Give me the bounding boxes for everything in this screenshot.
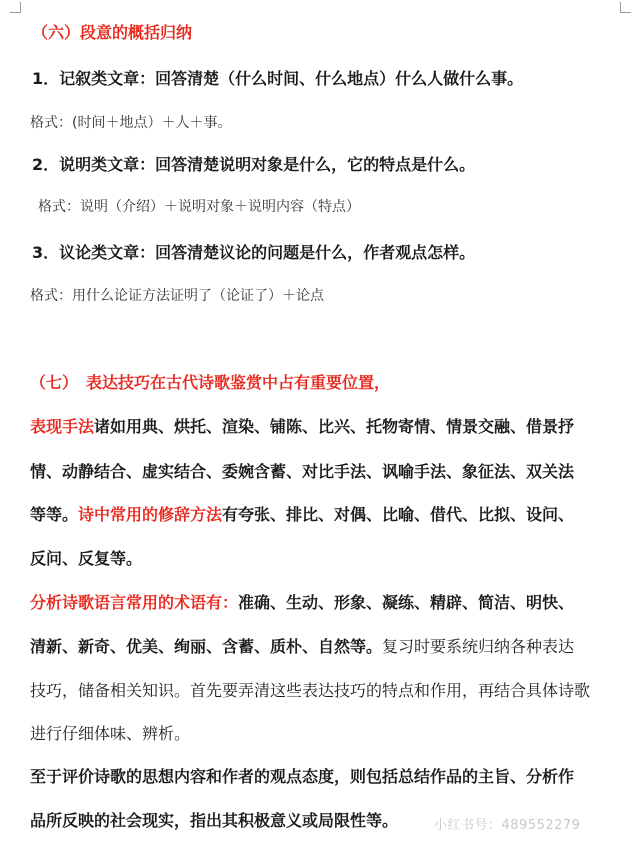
- p1-line-3-prefix: 等等。: [30, 505, 79, 524]
- watermark-text: 小红书号：489552279: [434, 818, 581, 833]
- p2-line-2-normal: 复习时要系统归纳各种表达: [382, 637, 575, 656]
- section-6-title: （六）段意的概括归纳: [32, 23, 193, 42]
- p1-line-3: [30, 502, 574, 525]
- item-2-heading: 2．说明类文章：回答清楚说明对象是什么，它的特点是什么。: [32, 155, 476, 174]
- item-1-heading: 1．记叙类文章：回答清楚（什么时间、什么地点）什么人做什么事。: [32, 69, 524, 88]
- item-1-format: 格式：(时间＋地点）＋人＋事。: [30, 115, 232, 131]
- p1-line-1: [30, 414, 574, 437]
- page-corner-mark-right: [620, 2, 631, 13]
- p1-line-2: 情、动静结合、虚实结合、委婉含蓄、对比手法、讽喻手法、象征法、双关法: [30, 462, 575, 481]
- item-3-format: 格式：用什么论证方法证明了（论证了）＋论点: [30, 288, 324, 304]
- p2-line-4: 进行仔细体味、辨析。: [30, 724, 191, 743]
- section-7-title: （七） 表达技巧在古代诗歌鉴赏中占有重要位置，: [30, 373, 391, 392]
- p2-line-2: [30, 634, 574, 657]
- p2-line-1-text: 准确、生动、形象、凝练、精辟、简洁、明快、: [238, 593, 575, 612]
- keyword-poetry-terms: 分析诗歌语言常用的术语有：: [30, 593, 239, 612]
- p1-line-3-text: 有夸张、排比、对偶、比喻、借代、比拟、设问、: [222, 505, 575, 524]
- page-corner-mark-left: [10, 2, 21, 13]
- item-3-heading: 3．议论类文章：回答清楚议论的问题是什么，作者观点怎样。: [32, 243, 476, 262]
- p1-line-4: 反问、反复等。: [30, 549, 143, 568]
- p1-line-1-text: 诸如用典、烘托、渲染、铺陈、比兴、托物寄情、情景交融、借景抒: [94, 417, 575, 436]
- p2-line-1: [30, 590, 574, 613]
- p3-line-1: 至于评价诗歌的思想内容和作者的观点态度，则包括总结作品的主旨、分析作: [30, 767, 575, 786]
- keyword-rhetoric-methods: 诗中常用的修辞方法: [78, 505, 223, 524]
- p2-line-2-bold: 清新、新奇、优美、绚丽、含蓄、质朴、自然等。: [30, 637, 383, 656]
- p2-line-3: 技巧，储备相关知识。首先要弄清这些表达技巧的特点和作用，再结合具体诗歌: [30, 681, 591, 700]
- keyword-expression-methods: 表现手法: [30, 417, 95, 436]
- item-2-format: 格式：说明（介绍）＋说明对象＋说明内容（特点）: [38, 199, 360, 215]
- p3-line-2: 品所反映的社会现实，指出其积极意义或局限性等。: [30, 811, 399, 830]
